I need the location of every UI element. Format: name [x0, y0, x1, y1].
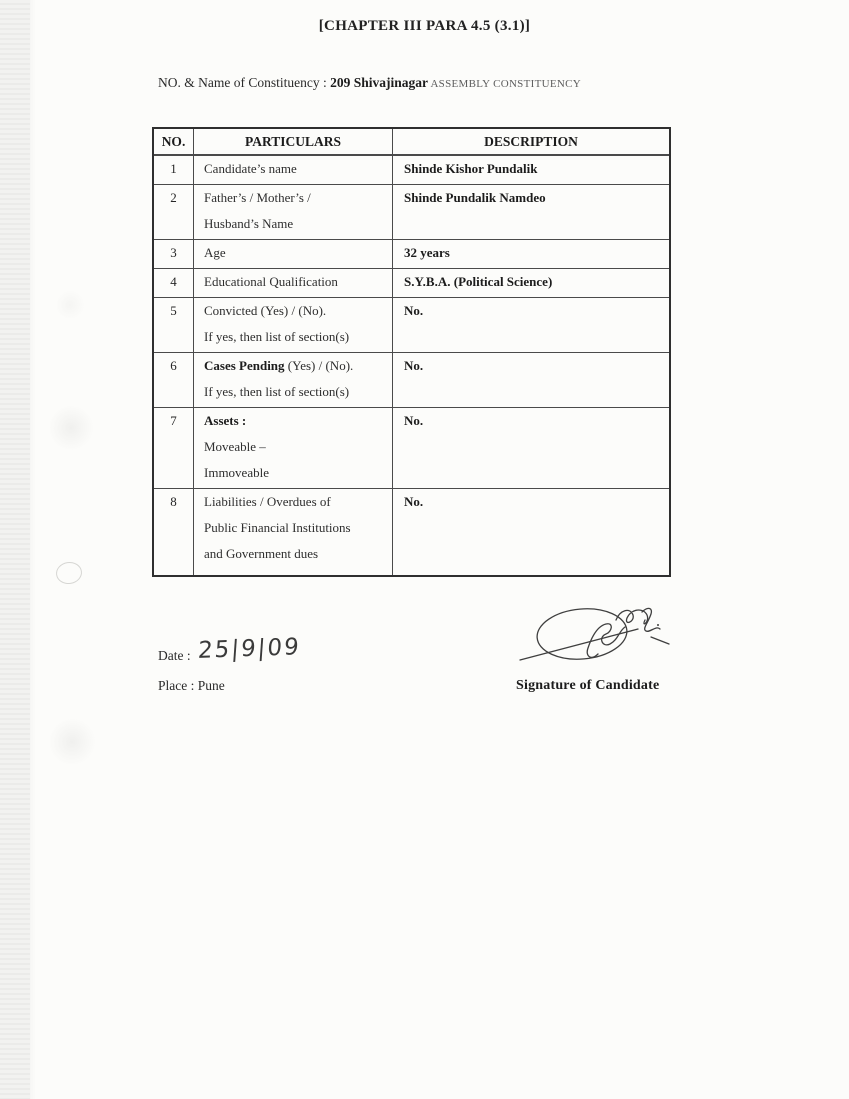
cell-no: 4	[154, 269, 194, 297]
particulars-line: Age	[204, 245, 226, 260]
particulars-line: Father’s / Mother’s /	[204, 190, 311, 205]
cell-particulars	[194, 240, 393, 268]
col-header-description: DESCRIPTION	[484, 134, 578, 149]
particulars-line: Convicted (Yes) / (No).	[204, 303, 327, 318]
cell-no: 1	[154, 156, 194, 184]
cell-no: 6	[154, 353, 194, 407]
cell-no: 7	[154, 408, 194, 488]
particulars-table	[152, 127, 671, 577]
particulars-line: Moveable –	[204, 439, 266, 454]
particulars-line: Liabilities / Overdues of	[204, 494, 331, 509]
cell-no: 3	[154, 240, 194, 268]
particulars-line: If yes, then list of section(s)	[204, 384, 350, 399]
constituency-value: 209 Shivajinagar	[330, 75, 428, 90]
cell-particulars	[194, 269, 393, 297]
table-header-row	[154, 129, 669, 155]
col-header-no: NO.	[154, 129, 194, 154]
cell-particulars	[194, 185, 393, 239]
candidate-signature	[518, 596, 673, 674]
cell-description: Shinde Kishor Pundalik	[404, 161, 538, 176]
cell-description: No.	[404, 303, 424, 318]
place-line: Place : Pune	[158, 678, 225, 693]
particulars-line: and Government dues	[204, 546, 319, 561]
table-row	[154, 155, 669, 184]
particulars-line: Cases Pending (Yes) / (No).	[204, 358, 354, 373]
cell-description: S.Y.B.A. (Political Science)	[404, 274, 553, 289]
particulars-line: Husband’s Name	[204, 216, 294, 231]
constituency-suffix: ASSEMBLY CONSTITUENCY	[428, 78, 581, 90]
table-row	[154, 297, 669, 352]
scan-artifact	[55, 560, 84, 585]
particulars-line: Public Financial Institutions	[204, 520, 351, 535]
particulars-line: Educational Qualification	[204, 274, 338, 289]
signature-caption: Signature of Candidate	[516, 678, 660, 693]
scan-edge-strip	[0, 0, 30, 1099]
cell-particulars	[194, 298, 393, 352]
date-value-handwritten: 25|9|09	[197, 634, 302, 664]
cell-particulars	[194, 156, 393, 184]
table-row	[154, 488, 669, 575]
cell-description: 32 years	[404, 245, 450, 260]
cell-description: No.	[404, 494, 424, 509]
scan-artifact	[48, 405, 94, 451]
constituency-line	[158, 75, 581, 91]
table-row	[154, 407, 669, 488]
particulars-line: If yes, then list of section(s)	[204, 329, 350, 344]
cell-particulars	[194, 408, 393, 488]
particulars-line: Assets :	[204, 413, 247, 428]
date-label: Date :	[158, 648, 191, 663]
particulars-line: Immoveable	[204, 465, 269, 480]
cell-particulars	[194, 353, 393, 407]
page-title: [CHAPTER III PARA 4.5 (3.1)]	[318, 18, 531, 34]
cell-no: 5	[154, 298, 194, 352]
cell-description: No.	[404, 413, 424, 428]
cell-description: No.	[404, 358, 424, 373]
scan-artifact	[48, 718, 96, 766]
cell-description: Shinde Pundalik Namdeo	[404, 190, 546, 205]
table-row	[154, 352, 669, 407]
table-row	[154, 184, 669, 239]
cell-no: 8	[154, 489, 194, 575]
table-row	[154, 239, 669, 268]
table-row	[154, 268, 669, 297]
cell-no: 2	[154, 185, 194, 239]
col-header-particulars: PARTICULARS	[194, 129, 393, 154]
scan-artifact	[55, 290, 85, 320]
particulars-line: Candidate’s name	[204, 161, 297, 176]
constituency-label: NO. & Name of Constituency :	[158, 75, 331, 90]
cell-particulars	[194, 489, 393, 575]
